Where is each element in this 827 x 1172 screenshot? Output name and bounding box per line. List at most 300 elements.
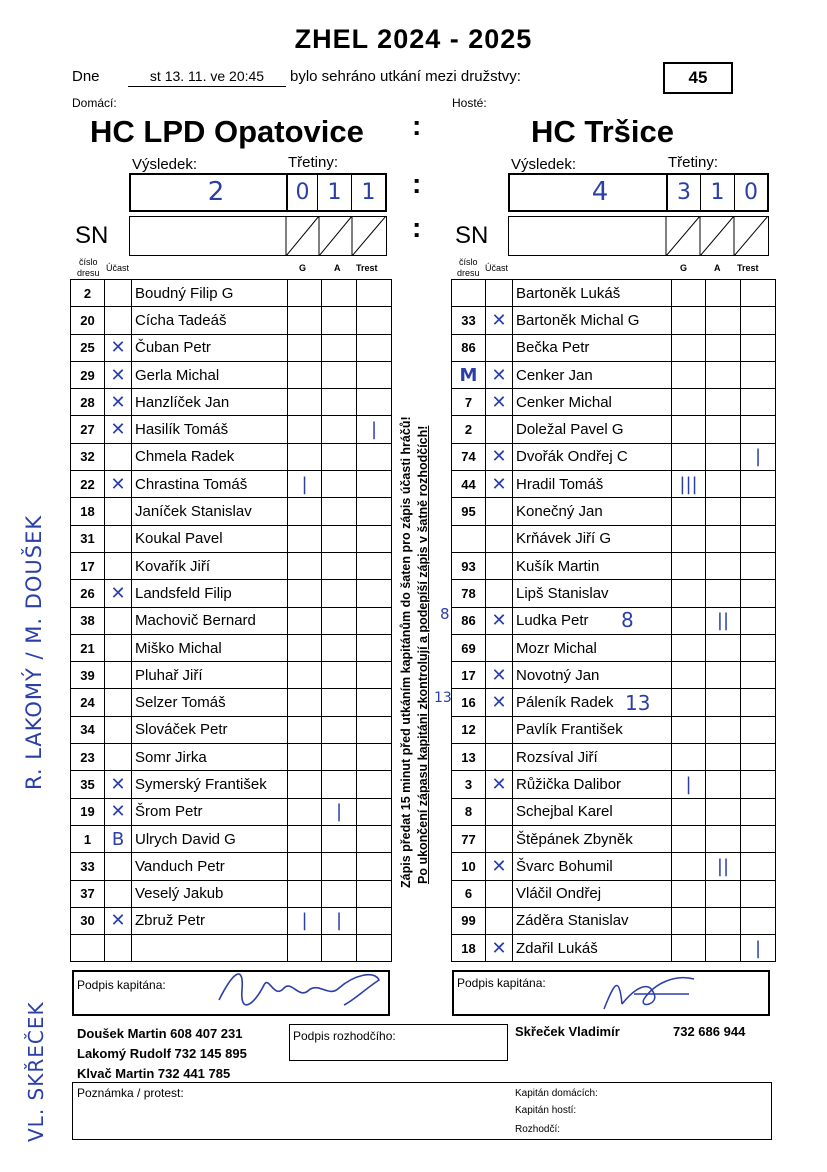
away-player-num-cell: [452, 935, 486, 962]
home-player-num: 29: [80, 367, 95, 383]
referee-note-label: Rozhodčí:: [515, 1124, 561, 1135]
home-roster-table: [70, 279, 392, 962]
away-player-row: [452, 389, 776, 416]
home-player-row: [71, 689, 392, 716]
away-player-g-cell: [672, 880, 706, 907]
home-player-name-cell: [132, 825, 288, 852]
home-player-ucast-cell: [105, 443, 132, 470]
home-player-name: Gerla Michal: [135, 366, 220, 384]
away-player-name-cell: [513, 771, 672, 798]
home-trest-label: Trest: [356, 263, 378, 273]
away-player-a-cell: [706, 662, 741, 689]
home-player-num-cell: [71, 389, 105, 416]
away-player-ucast-cell: [486, 853, 513, 880]
ludka-prefix-mark: 8: [440, 605, 450, 623]
away-player-ucast: ✕: [491, 364, 507, 386]
away-player-g: |||: [679, 473, 698, 495]
away-player-ucast-cell: [486, 825, 513, 852]
away-player-num-cell: [452, 907, 486, 934]
away-player-a-cell: [706, 389, 741, 416]
home-player-num: 39: [80, 667, 95, 683]
away-player-name-cell: [513, 307, 672, 334]
away-player-name-cell: [513, 716, 672, 743]
away-player-a-cell: [706, 334, 741, 361]
home-player-g-cell: [288, 689, 322, 716]
home-player-name-cell: [132, 498, 288, 525]
away-player-num: 18: [461, 940, 476, 956]
away-player-num: 12: [461, 722, 476, 738]
vertical-note-line1: Zápis předat 15 minut před utkáním kapitánům do šaten pro zápis účasti hráčů!: [399, 416, 413, 888]
home-player-ucast-cell: [105, 307, 132, 334]
away-player-num-cell: [452, 416, 486, 443]
home-player-name: Miško Michal: [135, 639, 222, 657]
home-player-a-cell: [322, 798, 357, 825]
away-player-name-cell: [513, 662, 672, 689]
home-player-ucast-cell: [105, 525, 132, 552]
sn-separator: :: [412, 212, 422, 243]
away-player-g-cell: [672, 525, 706, 552]
away-period-1: 3: [677, 180, 691, 205]
home-player-name-cell: [132, 744, 288, 771]
home-player-a-cell: [322, 853, 357, 880]
home-player-a-cell: [322, 443, 357, 470]
away-player-num-cell: [452, 389, 486, 416]
away-player-num-cell: [452, 525, 486, 552]
away-player-num: 8: [464, 804, 473, 820]
home-player-name: Hanzlíček Jan: [135, 393, 230, 411]
away-cislo-label: číslo: [459, 257, 478, 267]
away-team-name: HC Tršice: [531, 114, 675, 149]
home-player-num-cell: [71, 280, 105, 307]
home-player-row: [71, 334, 392, 361]
home-player-ucast-cell: [105, 798, 132, 825]
home-player-row: [71, 907, 392, 934]
home-result-box: [129, 173, 387, 212]
home-player-name: Boudný Filip G: [135, 284, 234, 302]
away-player-row: [452, 307, 776, 334]
away-period-2: 1: [710, 180, 725, 205]
home-player-row: [71, 552, 392, 579]
home-player-name-cell: [132, 389, 288, 416]
home-player-num-cell: [71, 744, 105, 771]
away-player-ucast-cell: [486, 552, 513, 579]
away-player-num-cell: [452, 662, 486, 689]
away-player-num: 6: [464, 886, 473, 902]
away-a-label: A: [714, 263, 721, 273]
home-player-trest-cell: [357, 361, 392, 388]
home-periods-label: Třetiny:: [288, 154, 339, 171]
away-player-name-cell: [513, 607, 672, 634]
away-player-g-cell: [672, 771, 706, 798]
home-player-num-cell: [71, 307, 105, 334]
home-player-g-cell: [288, 389, 322, 416]
away-player-trest-cell: [741, 334, 776, 361]
away-player-name-cell: [513, 853, 672, 880]
away-player-ucast-cell: [486, 525, 513, 552]
home-player-num: 37: [80, 886, 95, 902]
away-player-row: [452, 689, 776, 716]
home-player-name: Hasilík Tomáš: [135, 421, 229, 439]
away-player-ucast-cell: [486, 334, 513, 361]
home-player-trest-cell: [357, 280, 392, 307]
away-player-g-cell: [672, 607, 706, 634]
home-player-g-cell: [288, 880, 322, 907]
away-player-g-cell: [672, 907, 706, 934]
home-player-num-cell: [71, 416, 105, 443]
home-player-trest: |: [370, 419, 378, 441]
home-player-num: 2: [83, 285, 92, 301]
home-sn-box: [129, 216, 387, 256]
home-player-name-cell: [132, 416, 288, 443]
home-player-num: 32: [80, 449, 95, 465]
home-period-3: 1: [361, 180, 376, 205]
away-contact-phone: 732 686 944: [673, 1024, 746, 1039]
away-ucast-label: Účast: [485, 263, 509, 273]
home-player-ucast: ✕: [110, 582, 126, 604]
home-contact-1: Doušek Martin 608 407 231: [77, 1026, 243, 1041]
away-player-g-cell: [672, 935, 706, 962]
home-player-trest-cell: [357, 907, 392, 934]
home-player-ucast-cell: [105, 825, 132, 852]
home-player-g-cell: [288, 935, 322, 962]
away-player-ucast-cell: [486, 798, 513, 825]
away-player-a-cell: [706, 280, 741, 307]
home-player-ucast-cell: [105, 334, 132, 361]
home-player-ucast-cell: [105, 607, 132, 634]
away-player-ucast-cell: [486, 416, 513, 443]
home-player-trest-cell: [357, 307, 392, 334]
away-player-trest-cell: [741, 525, 776, 552]
away-player-trest-cell: [741, 771, 776, 798]
away-player-name: Vláčil Ondřej: [516, 885, 602, 903]
away-player-name-cell: [513, 825, 672, 852]
away-player-row: [452, 634, 776, 661]
home-player-num-cell: [71, 334, 105, 361]
home-player-num-cell: [71, 935, 105, 962]
away-player-a-cell: [706, 634, 741, 661]
home-player-num-cell: [71, 853, 105, 880]
home-player-a-cell: [322, 935, 357, 962]
away-player-trest-cell: [741, 498, 776, 525]
home-player-num-cell: [71, 634, 105, 661]
away-player-ucast: ✕: [491, 309, 507, 331]
home-player-a-cell: [322, 280, 357, 307]
away-player-name: Konečný Jan: [516, 503, 603, 521]
away-player-ucast: ✕: [491, 473, 507, 495]
home-player-num-cell: [71, 689, 105, 716]
away-player-a-cell: [706, 580, 741, 607]
away-player-num: 99: [461, 913, 476, 929]
home-player-a-cell: [322, 634, 357, 661]
away-player-a-cell: [706, 525, 741, 552]
away-player-ucast-cell: [486, 907, 513, 934]
away-player-trest-cell: [741, 416, 776, 443]
home-player-num: 28: [80, 394, 95, 410]
home-player-row: [71, 880, 392, 907]
home-ucast-label: Účast: [106, 263, 130, 273]
home-player-name-cell: [132, 334, 288, 361]
home-player-name: Chmela Radek: [135, 448, 235, 466]
away-player-num: 44: [461, 476, 476, 492]
home-player-ucast-cell: [105, 771, 132, 798]
away-player-trest-cell: [741, 634, 776, 661]
home-player-name-cell: [132, 798, 288, 825]
away-player-name: Švarc Bohumil: [516, 857, 613, 875]
away-player-row: [452, 907, 776, 934]
home-player-a-cell: [322, 716, 357, 743]
home-player-ucast-cell: [105, 744, 132, 771]
away-player-g-cell: [672, 662, 706, 689]
away-player-g-cell: [672, 443, 706, 470]
away-captain-signature-box: [452, 970, 770, 1016]
home-player-num-cell: [71, 716, 105, 743]
home-contact-3: Klvač Martin 732 441 785: [77, 1066, 231, 1081]
away-player-num-cell: [452, 498, 486, 525]
home-player-num-cell: [71, 798, 105, 825]
home-player-ucast-cell: [105, 498, 132, 525]
away-player-g-cell: [672, 580, 706, 607]
away-player-name-cell: [513, 880, 672, 907]
away-player-a-cell: [706, 552, 741, 579]
away-player-num: 16: [461, 695, 476, 711]
home-player-g-cell: [288, 716, 322, 743]
palenik-extra-mark: 13: [625, 691, 651, 715]
home-player-name: Slováček Petr: [135, 721, 228, 739]
away-player-g-cell: [672, 825, 706, 852]
team-separator: :: [412, 110, 422, 141]
away-player-row: [452, 525, 776, 552]
home-player-trest-cell: [357, 334, 392, 361]
referees-handwritten: R. LAKOMÝ / M. DOUŠEK: [22, 514, 46, 790]
home-a-label: A: [334, 263, 341, 273]
home-player-num-cell: [71, 907, 105, 934]
home-player-row: [71, 744, 392, 771]
away-player-g-cell: [672, 716, 706, 743]
home-contact-2: Lakomý Rudolf 732 145 895: [77, 1046, 247, 1061]
away-player-name: Zdařil Lukáš: [516, 939, 598, 957]
home-player-trest-cell: [357, 552, 392, 579]
home-player-row: [71, 498, 392, 525]
away-player-row: [452, 471, 776, 498]
home-player-a-cell: [322, 880, 357, 907]
home-player-num: 1: [83, 831, 92, 847]
away-player-g-cell: [672, 689, 706, 716]
away-player-num-cell: [452, 825, 486, 852]
away-player-num: 7: [464, 394, 473, 410]
home-player-ucast-cell: [105, 471, 132, 498]
home-player-g-cell: [288, 525, 322, 552]
result-separator: :: [412, 168, 422, 199]
home-player-ucast-cell: [105, 416, 132, 443]
match-number: 45: [663, 62, 733, 94]
away-player-trest-cell: [741, 716, 776, 743]
away-player-num-cell: [452, 607, 486, 634]
away-player-num-cell: [452, 716, 486, 743]
away-player-row: [452, 498, 776, 525]
home-player-g-cell: [288, 607, 322, 634]
home-player-g-cell: [288, 744, 322, 771]
home-player-g: |: [301, 910, 308, 932]
away-captain-note-label: Kapitán hostí:: [515, 1105, 577, 1116]
away-player-num: 3: [464, 776, 473, 792]
home-player-num: 24: [80, 695, 95, 711]
home-player-name: Landsfeld Filip: [135, 584, 232, 602]
away-player-num: 78: [461, 585, 476, 601]
away-label: Hosté:: [452, 96, 487, 110]
vertical-note-line2: Po ukončení zápasu kapitáni zkontrolují a podepíší zápis v šatně rozhodčích!: [416, 425, 430, 884]
away-player-trest-cell: [741, 607, 776, 634]
home-player-row: [71, 416, 392, 443]
home-player-a-cell: [322, 471, 357, 498]
home-player-trest-cell: [357, 716, 392, 743]
home-player-num-cell: [71, 525, 105, 552]
away-captain-signature-label: Podpis kapitána:: [457, 976, 546, 990]
home-player-trest-cell: [357, 634, 392, 661]
away-player-ucast-cell: [486, 744, 513, 771]
home-player-name-cell: [132, 716, 288, 743]
away-player-num-cell: [452, 853, 486, 880]
home-player-ucast: ✕: [110, 337, 126, 359]
away-player-row: [452, 443, 776, 470]
home-player-name: Zbruž Petr: [135, 912, 206, 930]
home-player-num-cell: [71, 443, 105, 470]
away-player-a: ||: [716, 610, 730, 632]
away-trest-label: Trest: [737, 263, 759, 273]
away-player-num-cell: [452, 798, 486, 825]
away-player-num: 77: [461, 831, 476, 847]
home-captain-signature-box: [72, 970, 390, 1016]
away-player-a-cell: [706, 607, 741, 634]
away-player-g-cell: [672, 498, 706, 525]
home-player-name: Cícha Tadeáš: [135, 311, 227, 329]
home-player-trest-cell: [357, 689, 392, 716]
away-player-name-cell: [513, 361, 672, 388]
home-player-g-cell: [288, 798, 322, 825]
away-player-row: [452, 716, 776, 743]
away-player-num: 74: [461, 449, 476, 465]
away-periods-label: Třetiny:: [668, 154, 719, 171]
away-g-label: G: [680, 263, 688, 273]
home-player-a-cell: [322, 498, 357, 525]
away-player-trest: |: [754, 446, 762, 468]
away-player-row: [452, 825, 776, 852]
away-dresu-label: dresu: [457, 268, 480, 278]
home-player-ucast-cell: [105, 935, 132, 962]
home-player-num: 19: [80, 804, 95, 820]
away-player-name-cell: [513, 471, 672, 498]
home-player-row: [71, 662, 392, 689]
away-contact-name: Skřeček Vladimír: [515, 1024, 620, 1039]
home-player-num: 34: [80, 722, 95, 738]
away-player-trest: |: [754, 937, 762, 959]
played-text: bylo sehráno utkání mezi družstvy:: [290, 68, 521, 85]
home-player-g-cell: [288, 580, 322, 607]
home-player-g-cell: [288, 771, 322, 798]
away-player-num: 95: [461, 504, 476, 520]
away-player-ucast: ✕: [491, 664, 507, 686]
home-player-name: Šrom Petr: [135, 803, 203, 821]
home-player-row: [71, 307, 392, 334]
home-player-ucast-cell: [105, 853, 132, 880]
home-player-name-cell: [132, 471, 288, 498]
home-player-num: 31: [80, 531, 95, 547]
home-player-name-cell: [132, 634, 288, 661]
away-player-trest-cell: [741, 280, 776, 307]
away-player-trest-cell: [741, 471, 776, 498]
away-player-name-cell: [513, 744, 672, 771]
home-player-ucast: ✕: [110, 473, 126, 495]
home-player-num: 27: [80, 422, 95, 438]
home-player-ucast: ✕: [110, 910, 126, 932]
away-player-ucast: ✕: [491, 391, 507, 413]
away-player-row: [452, 280, 776, 307]
home-player-name: Symerský František: [135, 775, 267, 793]
away-player-ucast-cell: [486, 580, 513, 607]
home-player-num: 26: [80, 585, 95, 601]
away-player-ucast: ✕: [491, 773, 507, 795]
away-player-row: [452, 607, 776, 634]
away-player-num: M: [459, 364, 478, 386]
away-player-ucast-cell: [486, 443, 513, 470]
home-player-num-cell: [71, 880, 105, 907]
away-player-ucast-cell: [486, 307, 513, 334]
home-cislo-label: číslo: [79, 257, 98, 267]
away-player-name: Mozr Michal: [516, 639, 597, 657]
away-player-trest-cell: [741, 907, 776, 934]
away-player-num-cell: [452, 771, 486, 798]
home-player-row: [71, 825, 392, 852]
home-player-name: Ulrych David G: [135, 830, 236, 848]
away-player-trest-cell: [741, 389, 776, 416]
away-player-row: [452, 580, 776, 607]
home-player-ucast-cell: [105, 634, 132, 661]
home-player-num-cell: [71, 771, 105, 798]
home-player-name-cell: [132, 853, 288, 880]
note-protest-label: Poznámka / protest:: [77, 1086, 184, 1100]
away-player-name: Bečka Petr: [516, 339, 590, 357]
home-player-num-cell: [71, 662, 105, 689]
home-player-g-cell: [288, 307, 322, 334]
home-captain-signature-label: Podpis kapitána:: [77, 978, 166, 992]
away-player-trest-cell: [741, 853, 776, 880]
away-player-g-cell: [672, 552, 706, 579]
away-player-name-cell: [513, 498, 672, 525]
away-player-a: ||: [716, 855, 730, 877]
home-player-num-cell: [71, 471, 105, 498]
home-player-num: 18: [80, 504, 95, 520]
home-player-name-cell: [132, 771, 288, 798]
home-player-ucast: ✕: [110, 801, 126, 823]
home-player-ucast-cell: [105, 280, 132, 307]
away-player-ucast-cell: [486, 935, 513, 962]
home-player-g-cell: [288, 498, 322, 525]
away-player-trest-cell: [741, 744, 776, 771]
home-player-name: Janíček Stanislav: [135, 503, 252, 521]
home-player-trest-cell: [357, 771, 392, 798]
home-player-num: 23: [80, 749, 95, 765]
away-player-a-cell: [706, 798, 741, 825]
away-player-name: Štěpánek Zbyněk: [516, 830, 633, 848]
date-value: st 13. 11. ve 20:45: [128, 68, 286, 87]
home-player-name: Somr Jirka: [135, 748, 207, 766]
home-player-g-cell: [288, 907, 322, 934]
away-player-g-cell: [672, 471, 706, 498]
away-player-num-cell: [452, 689, 486, 716]
away-player-trest-cell: [741, 443, 776, 470]
away-player-name-cell: [513, 416, 672, 443]
away-player-a-cell: [706, 853, 741, 880]
away-player-num: 93: [461, 558, 476, 574]
